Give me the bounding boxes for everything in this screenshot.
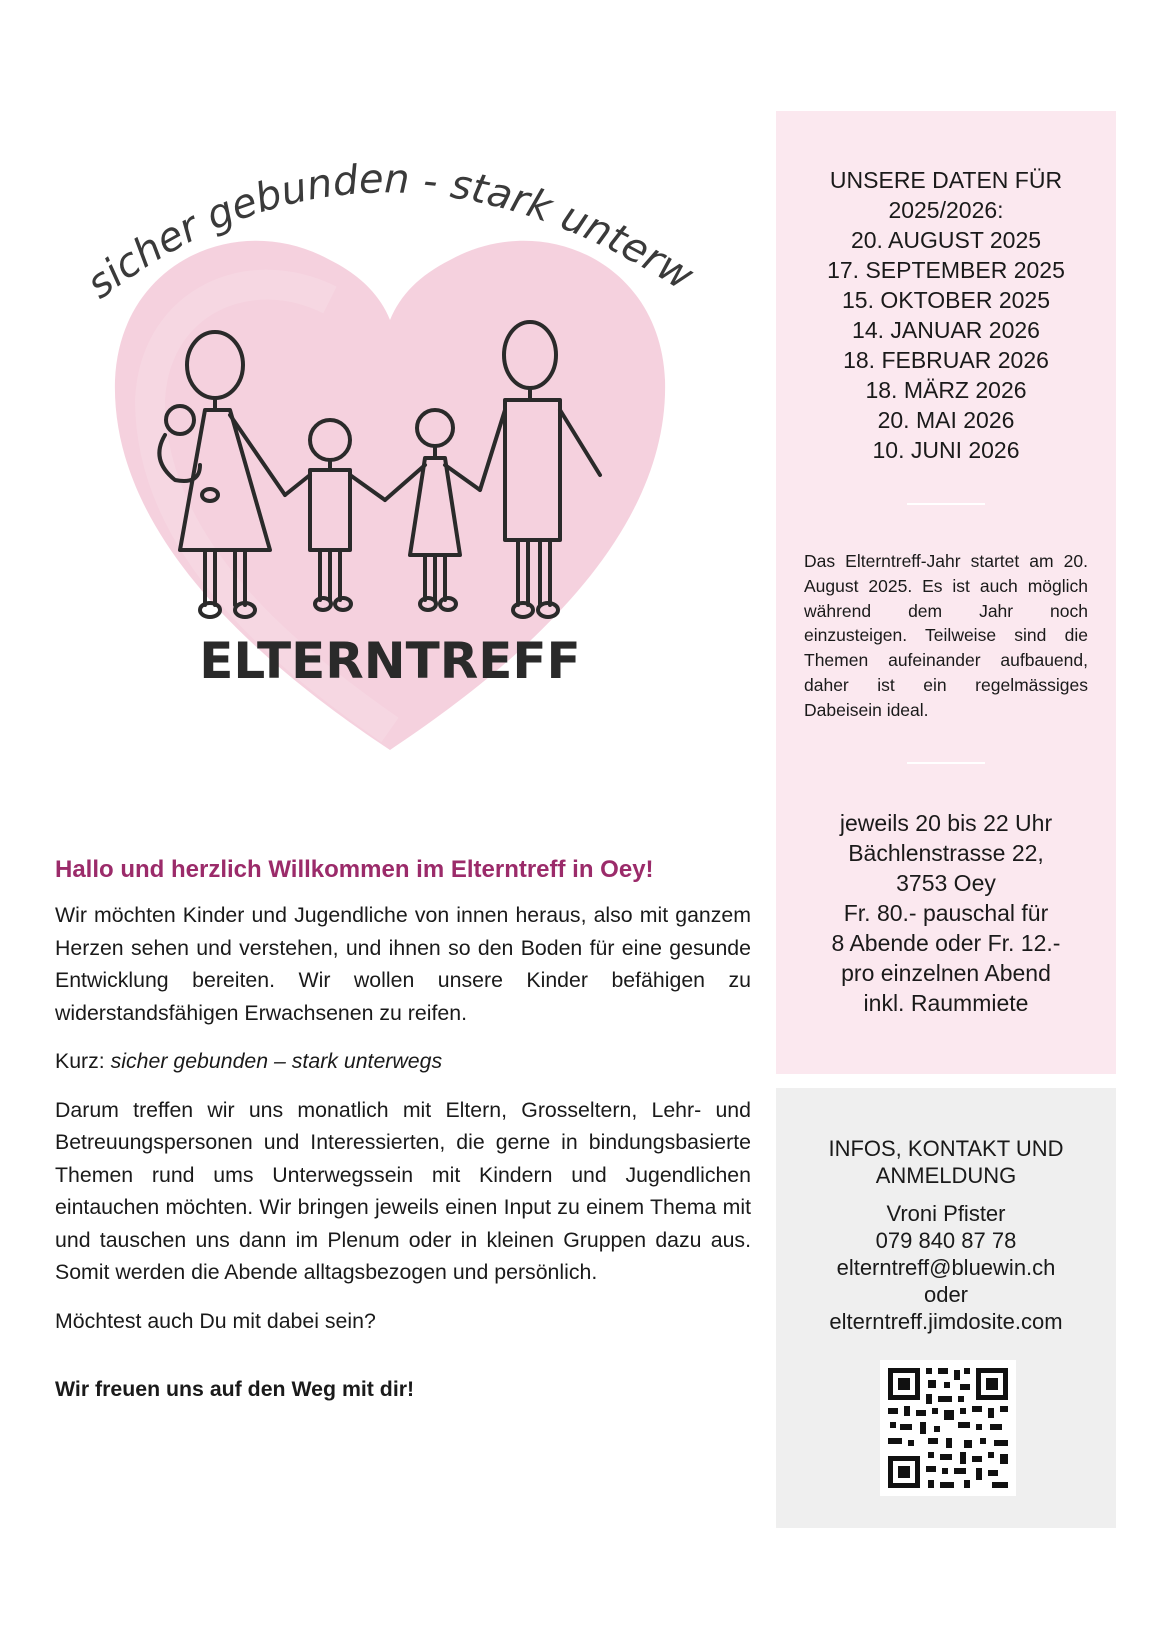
description-paragraph: Darum treffen wir uns monatlich mit Eltern, Grosseltern, Lehr- und Betreuungspersonen und Interessierten, die gerne in bindungsbasierte Themen rund ums Unterwegssein mit Kindern und Jugendlichen eintauchen möchten. Wir bringen jeweils einen Input zu einem Thema mit und tauschen uns dann im Plenum oder in kleinen Gruppen dazu aus. Somit werden die Abende alltagsbezogen und persönlich. — [55, 1097, 751, 1284]
page-headline: Hallo und herzlich Willkommen im Elterntreff in Oey! — [55, 856, 654, 883]
divider — [907, 503, 985, 505]
date-item: 15. OKTOBER 2025 — [842, 287, 1050, 313]
date-item: 18. MÄRZ 2026 — [865, 377, 1027, 403]
elterntreff-logo — [40, 110, 740, 810]
dates-list — [776, 225, 1116, 465]
closing-line: Wir freuen uns auf den Weg mit dir! — [55, 1377, 415, 1401]
contact-name: Vroni Pfister — [886, 1201, 1006, 1226]
dates-title: UNSERE DATEN FÜR 2025/2026: — [829, 167, 1063, 223]
contact-email[interactable]: elterntreff@bluewin.ch — [836, 1255, 1056, 1280]
date-item: 18. FEBRUAR 2026 — [843, 347, 1049, 373]
divider — [907, 762, 985, 764]
date-item: 17. SEPTEMBER 2025 — [827, 257, 1065, 283]
date-item: 20. AUGUST 2025 — [850, 227, 1042, 253]
dates-note: Das Elterntreff-Jahr startet am 20. August 2025. Es ist auch möglich während dem Jahr noch einzusteigen. Teilweise sind die Themen aufeinander aufbauend, daher ist ein regelmässiges Dabeisein ideal. — [804, 551, 1088, 720]
logo-wordmark: ELTERNTREFF — [199, 632, 581, 690]
summary-line: Kurz: sicher gebunden – stark unterwegs — [55, 1049, 443, 1073]
contact-phone[interactable]: 079 840 87 78 — [875, 1228, 1017, 1253]
logo-tagline: sicher gebunden - stark unterw — [78, 156, 702, 308]
question-line: Möchtest auch Du mit dabei sein? — [55, 1308, 376, 1333]
dates-panel — [776, 111, 1116, 1074]
contact-panel — [776, 1088, 1116, 1528]
intro-paragraph: Wir möchten Kinder und Jugendliche von innen heraus, also mit ganzem Herzen sehen und verstehen, und ihnen so den Boden für eine gesunde Entwicklung bereiten. Wir wollen unsere Kinder befähigen zu widerstandsfähigen Erwachsenen zu reifen. — [55, 903, 751, 1025]
schedule-info: jeweils 20 bis 22 Uhr Bächlenstrasse 22, 3753 Oey Fr. 80.- pauschal für 8 Abende oder Fr. 12.- pro einzelnen Abend inkl. Raummiete — [831, 810, 1061, 1016]
date-item: 14. JANUAR 2026 — [852, 317, 1040, 343]
date-item: 10. JUNI 2026 — [872, 437, 1020, 463]
contact-website[interactable]: elterntreff.jimdosite.com — [829, 1309, 1063, 1334]
main-content — [55, 855, 751, 1406]
contact-or: oder — [923, 1282, 969, 1307]
qr-code-icon — [880, 1360, 1016, 1496]
contact-title: INFOS, KONTAKT UND ANMELDUNG — [828, 1136, 1064, 1188]
family-heart-icon — [40, 110, 740, 810]
contact-details — [776, 1200, 1116, 1335]
date-item: 20. MAI 2026 — [877, 407, 1015, 433]
